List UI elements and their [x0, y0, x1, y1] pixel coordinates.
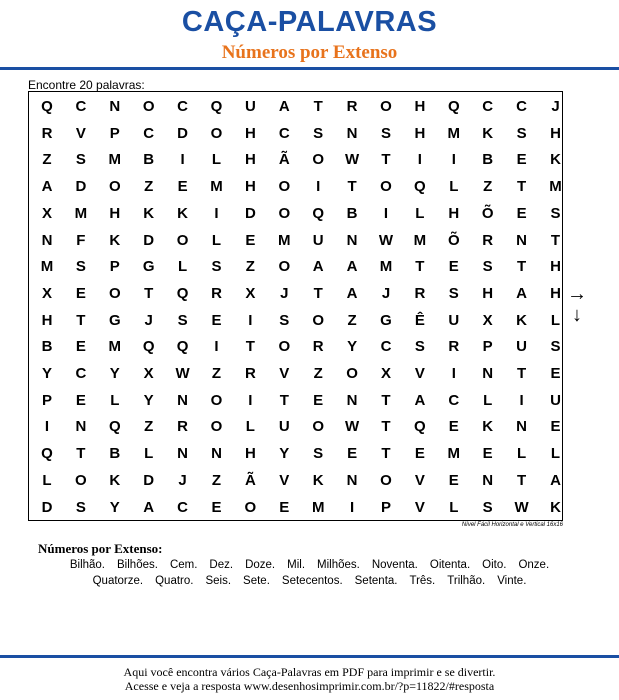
grid-letter: I	[214, 338, 219, 356]
grid-letter: R	[41, 124, 53, 142]
grid-letter: E	[347, 445, 358, 463]
grid-letter: E	[448, 471, 459, 489]
grid-letter: I	[519, 391, 524, 409]
grid-letter: B	[41, 338, 53, 356]
grid-letter: I	[214, 204, 219, 222]
grid-letter: O	[278, 204, 291, 222]
grid-letter: K	[109, 471, 121, 489]
grid-letter: M	[447, 445, 461, 463]
grid-letter: O	[210, 418, 223, 436]
grid-letter: W	[378, 231, 394, 249]
grid-letter: C	[516, 98, 528, 115]
grid-letter: S	[448, 284, 459, 302]
grid-letter: C	[448, 391, 460, 409]
grid-letter: Q	[142, 338, 155, 356]
grid-letter: X	[380, 365, 391, 382]
grid-letter: N	[177, 391, 189, 409]
grid-letter: N	[75, 418, 87, 436]
grid-letter: C	[482, 98, 494, 115]
grid-letter: T	[517, 365, 527, 382]
grid-letter: B	[143, 151, 155, 169]
grid-letter: O	[176, 231, 189, 249]
grid-letter: I	[350, 498, 355, 516]
grid-letter: J	[551, 98, 560, 115]
grid-letter: O	[278, 258, 291, 276]
grid-letter: I	[44, 418, 50, 436]
grid-letter: Z	[347, 311, 357, 329]
grid-letter: L	[550, 311, 561, 329]
grid-letter: K	[482, 124, 494, 142]
grid-letter: T	[550, 231, 561, 249]
grid-letter: O	[380, 471, 392, 489]
grid-letter: Q	[414, 178, 426, 196]
grid-letter: M	[108, 151, 122, 169]
grid-letter: J	[280, 284, 289, 302]
grid-letter: X	[41, 284, 52, 302]
word-item: Oito.	[482, 559, 507, 571]
grid-letter: S	[414, 338, 425, 356]
grid-letter: K	[550, 498, 561, 516]
grid-letter: H	[550, 124, 561, 142]
grid-letter: L	[483, 391, 493, 409]
grid-letter: Q	[41, 445, 53, 463]
grid-letter: C	[75, 365, 87, 382]
level-note: Nível Fácil Horizontal e Vertical 16x16	[461, 522, 563, 528]
grid-letter: E	[482, 445, 493, 463]
grid-letter: E	[211, 498, 222, 516]
grid-letter: T	[347, 178, 357, 196]
grid-letter: N	[109, 98, 121, 115]
grid-letter: E	[177, 178, 188, 196]
grid-letter: V	[414, 365, 425, 382]
grid-letter: S	[279, 311, 290, 329]
grid-letter: P	[41, 391, 52, 409]
grid-letter: Q	[176, 338, 189, 356]
grid-letter: V	[414, 471, 425, 489]
grid-letter: Q	[176, 284, 189, 302]
grid-letter: H	[109, 204, 121, 222]
grid-letter: K	[482, 418, 494, 436]
top-rule	[0, 67, 619, 70]
word-item: Doze.	[245, 559, 276, 571]
grid-letter: M	[74, 204, 88, 222]
grid-letter: E	[279, 498, 290, 516]
grid-letter: C	[143, 124, 155, 142]
grid-letter: Z	[144, 418, 154, 436]
word-item: Dez.	[209, 559, 234, 571]
grid-letter: T	[279, 391, 289, 409]
grid-letter: W	[514, 498, 529, 516]
grid-letter: U	[278, 418, 290, 436]
grid-letter: A	[516, 284, 528, 302]
grid-letter: N	[516, 231, 528, 249]
grid-letter: Q	[312, 204, 325, 222]
arrow-right-icon: →	[567, 283, 587, 305]
grid-letter: B	[482, 151, 494, 169]
word-item: Bilhões.	[117, 559, 158, 571]
grid-letter: E	[245, 231, 256, 249]
grid-letter: X	[482, 311, 493, 329]
grid-letter: Z	[211, 365, 222, 382]
word-item: Trilhão.	[447, 575, 486, 587]
footer-line-2: Acesse e veja a resposta www.desenhosimprimir.com.br/?p=11822/#resposta	[124, 679, 495, 693]
grid-letter: W	[345, 418, 360, 436]
grid-letter: A	[278, 98, 290, 115]
grid-letter: Z	[42, 151, 52, 169]
grid-letter: N	[482, 471, 494, 489]
grid-letter: Q	[414, 418, 426, 436]
grid-letter: U	[516, 338, 528, 356]
grid-letter: I	[316, 178, 321, 196]
grid-letter: Ê	[414, 311, 425, 329]
grid-letter: H	[41, 311, 53, 329]
grid-letter: E	[75, 284, 86, 302]
grid-letter: O	[312, 151, 325, 169]
word-item: Oitenta.	[429, 559, 471, 571]
grid-letter: L	[144, 445, 154, 463]
grid-letter: T	[381, 391, 391, 409]
grid-letter: N	[211, 445, 222, 463]
grid-letter: M	[311, 498, 325, 516]
grid-letter: N	[346, 231, 358, 249]
grid-letter: R	[346, 98, 358, 115]
grid-letter: I	[248, 311, 253, 329]
grid-letter: C	[75, 98, 87, 115]
grid-letter: E	[75, 338, 86, 356]
word-item: Vinte.	[497, 575, 527, 587]
grid-letter: D	[143, 231, 155, 249]
grid-letter: F	[76, 231, 86, 249]
grid-letter: H	[482, 284, 494, 302]
grid-letter: O	[75, 471, 87, 489]
grid-letter: L	[550, 445, 561, 463]
word-list-heading: Números por Extenso:	[38, 541, 163, 556]
grid-letter: S	[177, 311, 188, 329]
grid-letter: T	[76, 311, 86, 329]
word-item: Seis.	[205, 575, 232, 587]
grid-letter: B	[109, 445, 121, 463]
grid-letter: O	[380, 98, 392, 115]
grid-letter: A	[312, 258, 324, 276]
grid-letter: H	[244, 151, 256, 169]
word-item: Bilhão.	[69, 559, 106, 571]
grid-letter: E	[313, 391, 324, 409]
grid-letter: N	[346, 471, 358, 489]
grid-letter: E	[550, 365, 561, 382]
grid-letter: P	[380, 498, 391, 516]
grid-letter: R	[414, 284, 426, 302]
grid-letter: R	[211, 284, 222, 302]
grid-letter: Z	[483, 178, 493, 196]
grid-letter: M	[278, 231, 291, 249]
grid-letter: Z	[313, 365, 323, 382]
grid-letter: S	[550, 338, 561, 356]
grid-letter: E	[448, 258, 459, 276]
grid-letter: N	[177, 445, 189, 463]
grid-letter: O	[108, 178, 121, 196]
word-item: Três.	[409, 575, 436, 587]
grid-letter: T	[517, 471, 527, 489]
grid-letter: Y	[143, 391, 154, 409]
grid-letter: T	[245, 338, 255, 356]
grid-letter: D	[177, 124, 189, 142]
grid-letter: U	[448, 311, 460, 329]
grid-letter: H	[414, 124, 426, 142]
grid-letter: S	[516, 124, 527, 142]
grid-letter: Y	[41, 365, 52, 382]
grid-letter: Õ	[481, 204, 494, 222]
word-item: Setenta.	[354, 575, 398, 587]
word-item: Sete.	[243, 575, 270, 587]
grid-letter: O	[142, 98, 155, 115]
grid-letter: M	[549, 178, 562, 196]
grid-letter: J	[381, 284, 391, 302]
grid-letter: E	[448, 418, 459, 436]
grid-letter: S	[75, 151, 86, 169]
grid-letter: L	[110, 391, 120, 409]
grid-letter: W	[175, 365, 190, 382]
word-item: Cem.	[169, 559, 198, 571]
grid-letter: A	[143, 498, 155, 516]
grid-letter: E	[211, 311, 222, 329]
page-subtitle: Números por Extenso	[221, 42, 398, 63]
grid-letter: Q	[108, 418, 121, 436]
grid-letter: Q	[447, 98, 460, 115]
grid-letter: I	[248, 391, 253, 409]
grid-letter: Q	[41, 98, 53, 115]
grid-letter: S	[75, 498, 86, 516]
grid-letter: K	[312, 471, 324, 489]
grid-letter: A	[414, 391, 426, 409]
grid-letter: T	[517, 178, 527, 196]
grid-letter: U	[244, 98, 256, 115]
grid-letter: A	[41, 178, 53, 196]
grid-letter: D	[41, 498, 53, 516]
grid-letter: Z	[245, 258, 255, 276]
word-item: Mil.	[287, 559, 306, 571]
grid-letter: Z	[211, 471, 222, 489]
grid-letter: E	[414, 445, 425, 463]
grid-letter: K	[550, 151, 561, 169]
grid-letter: G	[142, 258, 155, 276]
word-list-line-2	[0, 575, 619, 587]
grid-letter: M	[413, 231, 427, 249]
grid-letter: T	[76, 445, 86, 463]
grid-letter: P	[482, 338, 493, 356]
grid-letter: O	[278, 178, 291, 196]
grid-letter: S	[313, 445, 324, 463]
grid-letter: A	[346, 284, 358, 302]
grid-letter: Y	[109, 498, 120, 516]
grid-letter: H	[448, 204, 460, 222]
grid-letter: I	[383, 204, 389, 222]
grid-letter: X	[143, 365, 154, 382]
grid-letter: T	[313, 98, 323, 115]
word-item: Milhões.	[317, 559, 360, 571]
grid-letter: H	[550, 258, 561, 276]
grid-letter: K	[516, 311, 528, 329]
grid-letter: L	[245, 418, 255, 436]
grid-letter: V	[414, 498, 425, 516]
grid-letter: V	[279, 365, 290, 382]
grid-letter: C	[380, 338, 392, 356]
word-item: Quatro.	[155, 575, 194, 587]
grid-letter: V	[75, 124, 86, 142]
grid-letter: M	[447, 124, 461, 142]
grid-letter: R	[312, 338, 324, 356]
grid-letter: R	[448, 338, 460, 356]
grid-letter: Õ	[447, 231, 460, 249]
grid-letter: O	[210, 391, 223, 409]
grid-letter: C	[177, 98, 189, 115]
grid-letter: L	[211, 231, 222, 249]
grid-letter: X	[245, 284, 256, 302]
arrow-down-icon: ↓	[572, 304, 582, 326]
grid-letter: Ã	[278, 151, 290, 169]
grid-letter: M	[108, 338, 122, 356]
grid-letter: O	[210, 124, 223, 142]
grid-letter: U	[550, 391, 561, 409]
grid-letter: L	[42, 471, 52, 489]
grid-letter: O	[108, 284, 121, 302]
grid-letter: R	[244, 365, 256, 382]
grid-letter: S	[380, 124, 391, 142]
grid-letter: T	[381, 151, 391, 169]
page-title: CAÇA-PALAVRAS	[181, 6, 438, 38]
grid-letter: M	[379, 258, 393, 276]
grid-letter: V	[279, 471, 290, 489]
grid-letter: H	[244, 124, 256, 142]
grid-letter: D	[75, 178, 87, 196]
grid-letter: E	[75, 391, 86, 409]
grid-letter: H	[244, 445, 256, 463]
grid-letter: Y	[279, 445, 290, 463]
grid-letter: T	[415, 258, 425, 276]
word-item: Setecentos.	[281, 575, 343, 587]
footer-line-1: Aqui você encontra vários Caça-Palavras em PDF para imprimir e se divertir.	[123, 665, 496, 679]
grid-letter: S	[75, 258, 86, 276]
grid-letter: Q	[210, 98, 223, 115]
grid-letter: D	[143, 471, 155, 489]
grid-letter: X	[41, 204, 52, 222]
grid-letter: S	[550, 204, 561, 222]
grid-letter: Ã	[244, 471, 256, 489]
grid-letter: I	[451, 151, 456, 169]
grid-letter: T	[313, 284, 323, 302]
grid-letter: J	[144, 311, 153, 329]
grid-letter: I	[417, 151, 422, 169]
grid-letter: O	[380, 178, 392, 196]
grid-letter: T	[517, 258, 527, 276]
grid-letter: L	[178, 258, 188, 276]
grid-letter: L	[517, 445, 527, 463]
word-search-grid	[28, 91, 563, 521]
grid-letter: O	[312, 311, 325, 329]
grid-letter: I	[451, 365, 456, 382]
grid-letter: W	[345, 151, 360, 169]
grid-letter: T	[381, 418, 391, 436]
grid-letter: G	[108, 311, 121, 329]
grid-letter: A	[346, 258, 358, 276]
grid-letter: R	[177, 418, 189, 436]
grid-letter: S	[313, 124, 324, 142]
grid-letter: P	[109, 124, 120, 142]
grid-letter: S	[482, 498, 493, 516]
grid-letter: L	[415, 204, 425, 222]
bottom-rule	[0, 655, 619, 658]
grid-letter: M	[40, 258, 54, 276]
grid-letter: S	[482, 258, 493, 276]
grid-letter: S	[211, 258, 222, 276]
grid-letter: U	[312, 231, 324, 249]
grid-letter: E	[516, 151, 527, 169]
grid-letter: N	[516, 418, 528, 436]
grid-letter: T	[381, 445, 391, 463]
grid-letter: N	[346, 124, 358, 142]
grid-letter: B	[346, 204, 358, 222]
grid-letter: L	[449, 178, 459, 196]
grid-letter: N	[482, 365, 494, 382]
grid-letter: I	[180, 151, 185, 169]
grid-letter: P	[109, 258, 120, 276]
grid-letter: G	[380, 311, 392, 329]
grid-letter: H	[414, 98, 426, 115]
grid-letter: A	[550, 471, 561, 489]
grid-letter: Z	[144, 178, 154, 196]
grid-letter: R	[482, 231, 494, 249]
grid-letter: Y	[347, 338, 358, 356]
grid-letter: E	[550, 418, 561, 436]
grid-letter: H	[244, 178, 256, 196]
grid-letter: M	[210, 178, 223, 196]
grid-letter: O	[278, 338, 291, 356]
word-item: Onze.	[518, 559, 550, 571]
word-item: Noventa.	[371, 559, 418, 571]
word-item: Quatorze.	[92, 575, 144, 587]
grid-letter: N	[346, 391, 358, 409]
grid-letter: K	[143, 204, 155, 222]
grid-letter: K	[109, 231, 121, 249]
grid-letter: L	[211, 151, 222, 169]
grid-letter: C	[278, 124, 290, 142]
grid-letter: D	[244, 204, 256, 222]
grid-letter: C	[177, 498, 189, 516]
grid-letter: E	[516, 204, 527, 222]
grid-letter: J	[178, 471, 187, 489]
instruction-text: Encontre 20 palavras:	[28, 78, 145, 92]
grid-letter: Y	[109, 365, 120, 382]
grid-letter: O	[346, 365, 358, 382]
grid-letter: H	[550, 284, 561, 302]
grid-letter: L	[449, 498, 459, 516]
grid-letter: O	[312, 418, 325, 436]
grid-letter: N	[41, 231, 53, 249]
grid-letter: T	[144, 284, 154, 302]
word-list-line-1	[0, 559, 619, 571]
grid-letter: K	[177, 204, 189, 222]
grid-letter: O	[244, 498, 257, 516]
